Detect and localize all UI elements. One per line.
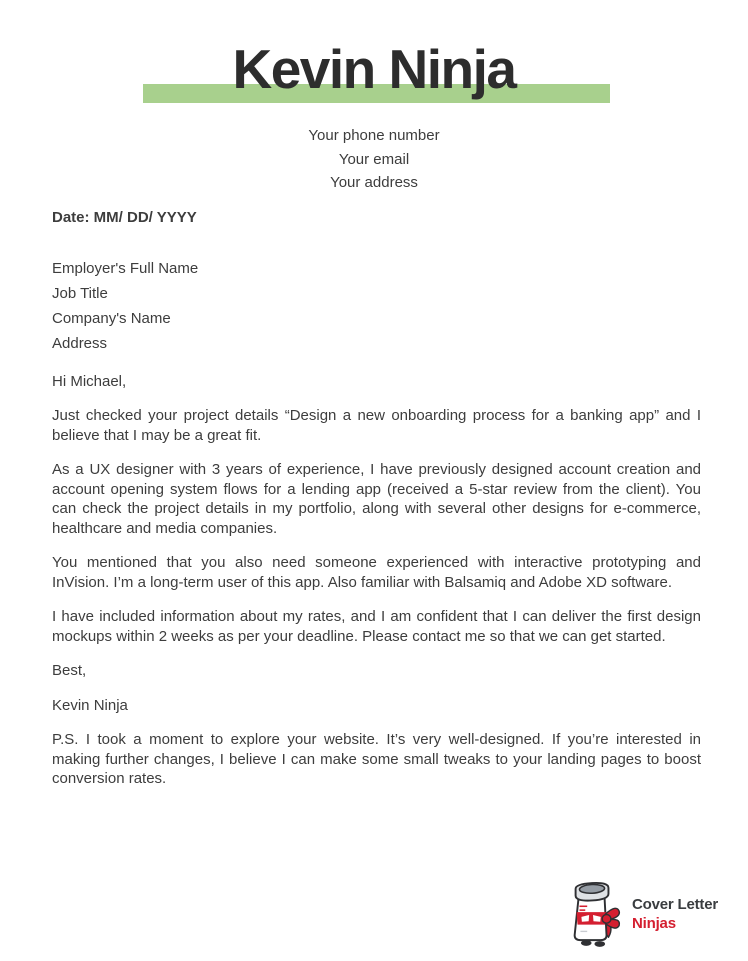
logo-wordmark [632, 895, 718, 933]
recipient-full-name: Employer's Full Name [52, 259, 199, 277]
closing-line: Best, [52, 662, 87, 679]
cover-letter-ninjas-logo [564, 881, 718, 947]
contact-info-block [0, 124, 748, 195]
body-paragraph: Just checked your project details “Design a new onboarding process for a banking app” and I believe that I may be a great fit. [52, 407, 701, 444]
signature-name: Kevin Ninja [52, 696, 128, 714]
date-line: Date: MM/ DD/ YYYY [52, 209, 197, 226]
recipient-address: Address [52, 334, 108, 352]
body-paragraph: I have included information about my rates, and I am confident that I can deliver the first design mockups within 2 weeks as per your deadline. Please contact me so that we can get started. [52, 608, 701, 645]
recipient-job-title: Job Title [52, 284, 108, 302]
logo-wordmark-line2: Ninjas [632, 915, 676, 932]
applicant-name-title: Kevin Ninja [232, 38, 516, 100]
letter-body [52, 208, 701, 789]
scroll-ninja-mascot-icon [564, 881, 622, 947]
letter-header [0, 0, 748, 115]
recipient-company: Company's Name [52, 309, 171, 327]
recipient-block [52, 256, 701, 356]
body-paragraph: As a UX designer with 3 years of experience, I have previously designed account creation and account opening system flows for a lending app (received a 5-star review from the client). You can check the project details in my portfolio, along with several other designs for e-commerce, healthcare and media companies. [52, 461, 701, 537]
contact-address: Your address [330, 174, 418, 191]
greeting: Hi Michael, [52, 372, 127, 390]
body-paragraph: You mentioned that you also need someone experienced with interactive prototyping and InVision. I’m a long-term user of this app. Also familiar with Balsamiq and Adobe XD software. [52, 554, 701, 591]
logo-wordmark-line1: Cover Letter [632, 896, 718, 913]
contact-phone: Your phone number [308, 127, 440, 144]
contact-email: Your email [338, 150, 410, 168]
postscript-paragraph: P.S. I took a moment to explore your website. It’s very well-designed. If you’re interested in making further changes, I believe I can make some small tweaks to your landing pages to boost conversion rates. [52, 731, 701, 787]
